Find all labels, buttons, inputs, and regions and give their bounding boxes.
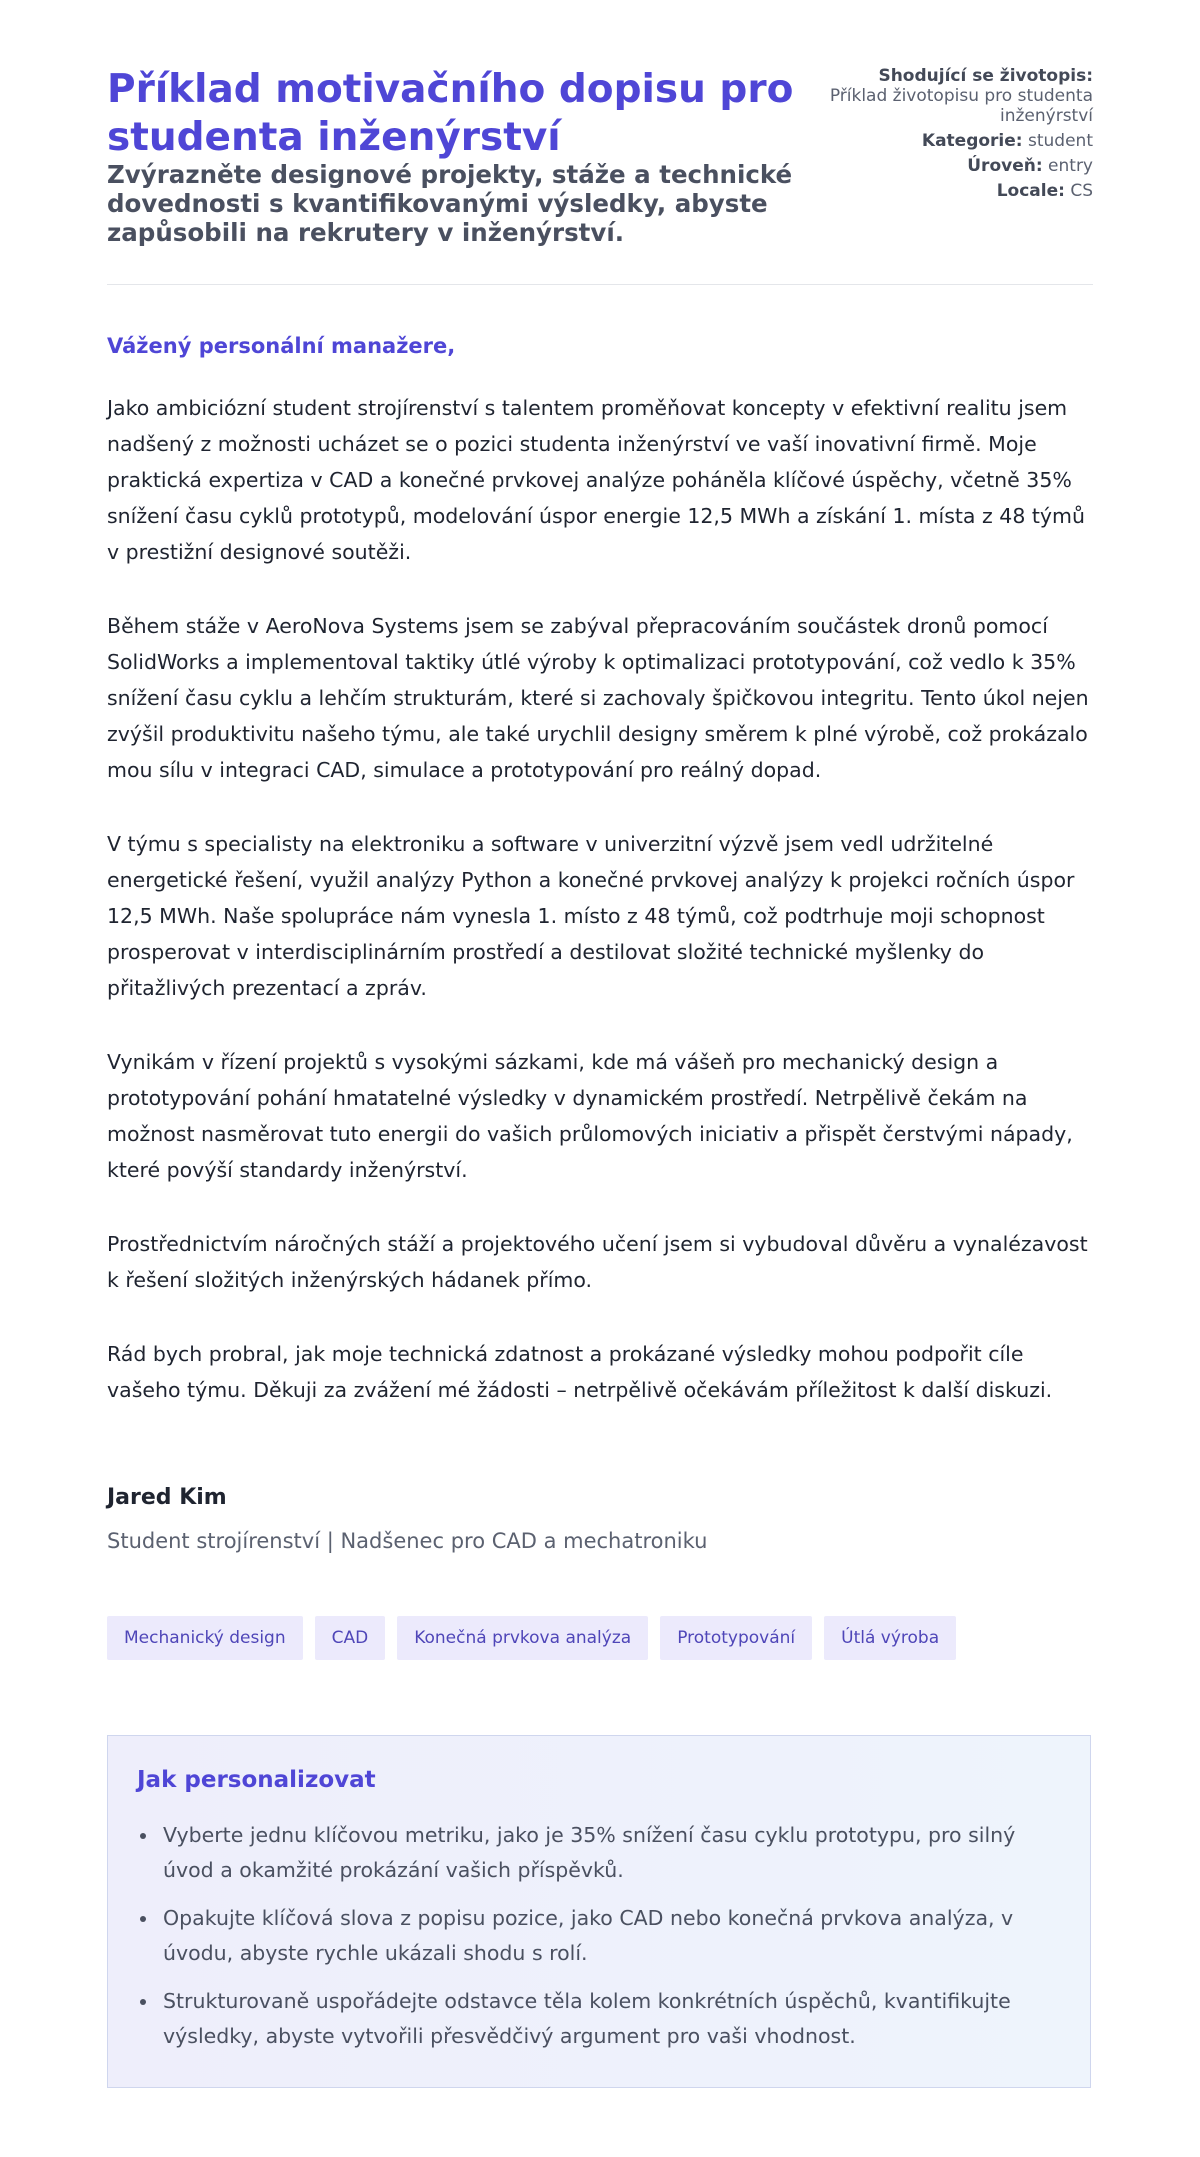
tips-item — [163, 1984, 1063, 2054]
skill-tag: CAD — [315, 1616, 386, 1660]
skill-tag: Útlá výroba — [824, 1616, 956, 1660]
skill-tag: Prototypování — [660, 1616, 812, 1660]
page-title: Příklad motivačního dopisu pro studenta inženýrství — [107, 67, 794, 160]
tips-item — [163, 1818, 1063, 1888]
meta-locale-value: CS — [1070, 181, 1093, 201]
signature-name: Jared Kim — [107, 1485, 227, 1510]
meta-panel — [803, 66, 1093, 206]
tips-item-text: Strukturovaně uspořádejte odstavce těla kolem konkrétních úspěchů, kvantifikujte výsledky, abyste vytvořili přesvědčivý argument pro vaši vhodnost. — [163, 1989, 1011, 2048]
letter-paragraph: Prostřednictvím náročných stáží a projektového učení jsem si vybudoval důvěru a vynalézavost k řešení složitých inženýrských hádanek přímo. — [107, 1232, 1088, 1292]
meta-level-value: entry — [1048, 156, 1093, 176]
skill-tag: Konečná prvkova analýza — [397, 1616, 648, 1660]
meta-category — [803, 131, 1093, 151]
letter-paragraph: Vynikám v řízení projektů s vysokými sázkami, kde má vášeň pro mechanický design a prototypování pohání hmatatelné výsledky v dynamickém prostředí. Netrpělivě čekám na možnost nasměrovat tuto energii do vašich průlomových iniciativ a přispět čerstvými nápady, které povýší standardy inženýrství. — [107, 1050, 1073, 1182]
tips-title: Jak personalizovat — [137, 1767, 376, 1793]
meta-matching-label: Shodující se životopis: — [878, 66, 1093, 86]
tips-item-text: Opakujte klíčová slova z popisu pozice, jako CAD nebo konečná prvkova analýza, v úvodu, abyste rychle ukázali shodu s rolí. — [163, 1906, 1014, 1965]
skill-tags — [107, 1616, 956, 1660]
meta-level-label: Úroveň: — [967, 156, 1043, 176]
bullet-icon — [140, 1999, 146, 2005]
tips-item-text: Vyberte jednu klíčovou metriku, jako je 35% snížení času cyklu prototypu, pro silný úvod a okamžité prokázání vašich příspěvků. — [163, 1823, 1016, 1882]
header-divider — [107, 284, 1093, 285]
meta-matching-resume — [803, 66, 1093, 126]
meta-category-label: Kategorie: — [921, 131, 1023, 151]
meta-category-value: student — [1028, 131, 1093, 151]
tips-list — [163, 1818, 1063, 2067]
page-header — [107, 66, 1093, 286]
tips-item — [163, 1901, 1063, 1971]
letter-paragraph: Rád bych probral, jak moje technická zdatnost a prokázané výsledky mohou podpořit cíle vašeho týmu. Děkuji za zvážení mé žádosti – netrpělivě očekávám příležitost k další diskuzi. — [107, 1342, 1053, 1402]
meta-level — [803, 156, 1093, 176]
letter-paragraph: V týmu s specialisty na elektroniku a software v univerzitní výzvě jsem vedl udržitelné energetické řešení, využil analýzy Python a konečné prvkovej analýzy k projekci ročních úspor 12,5 MWh. Naše spolupráce nám vynesla 1. místo z 48 týmů, což podtrhuje moji schopnost prosperovat v interdisciplinárním prostředí a destilovat složité technické myšlenky do přitažlivých prezentací a zpráv. — [107, 832, 1075, 1000]
meta-locale — [803, 181, 1093, 201]
bullet-icon — [140, 1833, 146, 1839]
letter-body — [107, 326, 1097, 1446]
signature-role: Student strojírenství | Nadšenec pro CAD a mechatroniku — [107, 1529, 708, 1553]
bullet-icon — [140, 1916, 146, 1922]
skill-tag: Mechanický design — [107, 1616, 303, 1660]
meta-locale-label: Locale: — [996, 181, 1065, 201]
letter-paragraph: Jako ambiciózní student strojírenství s talentem proměňovat koncepty v efektivní realitu jsem nadšený z možnosti ucházet se o pozici studenta inženýrství ve vaší inovativní firmě. Moje praktická expertiza v CAD a konečné prvkovej analýze poháněla klíčové úspěchy, včetně 35% snížení času cyklů prototypů, modelování úspor energie 12,5 MWh a získání 1. místa z 48 týmů v prestižní designové soutěži. — [107, 396, 1086, 564]
letter-greeting: Vážený personální manažere, — [107, 334, 456, 358]
letter-paragraph: Během stáže v AeroNova Systems jsem se zabýval přepracováním součástek dronů pomocí SolidWorks a implementoval taktiky útlé výroby k optimalizaci prototypování, což vedlo k 35% snížení času cyklu a lehčím strukturám, které si zachovaly špičkovou integritu. Tento úkol nejen zvýšil produktivitu našeho týmu, ale také urychlil designy směrem k plné výrobě, což prokázalo mou sílu v integraci CAD, simulace a prototypování pro reálný dopad. — [107, 614, 1089, 782]
meta-matching-link[interactable]: Příklad životopisu pro studenta inženýrství — [829, 86, 1093, 126]
page-subtitle: Zvýrazněte designové projekty, stáže a technické dovednosti s kvantifikovanými výsledky, abyste zapůsobili na rekrutery v inženýrství. — [107, 160, 793, 247]
personalization-tips — [107, 1735, 1091, 2088]
